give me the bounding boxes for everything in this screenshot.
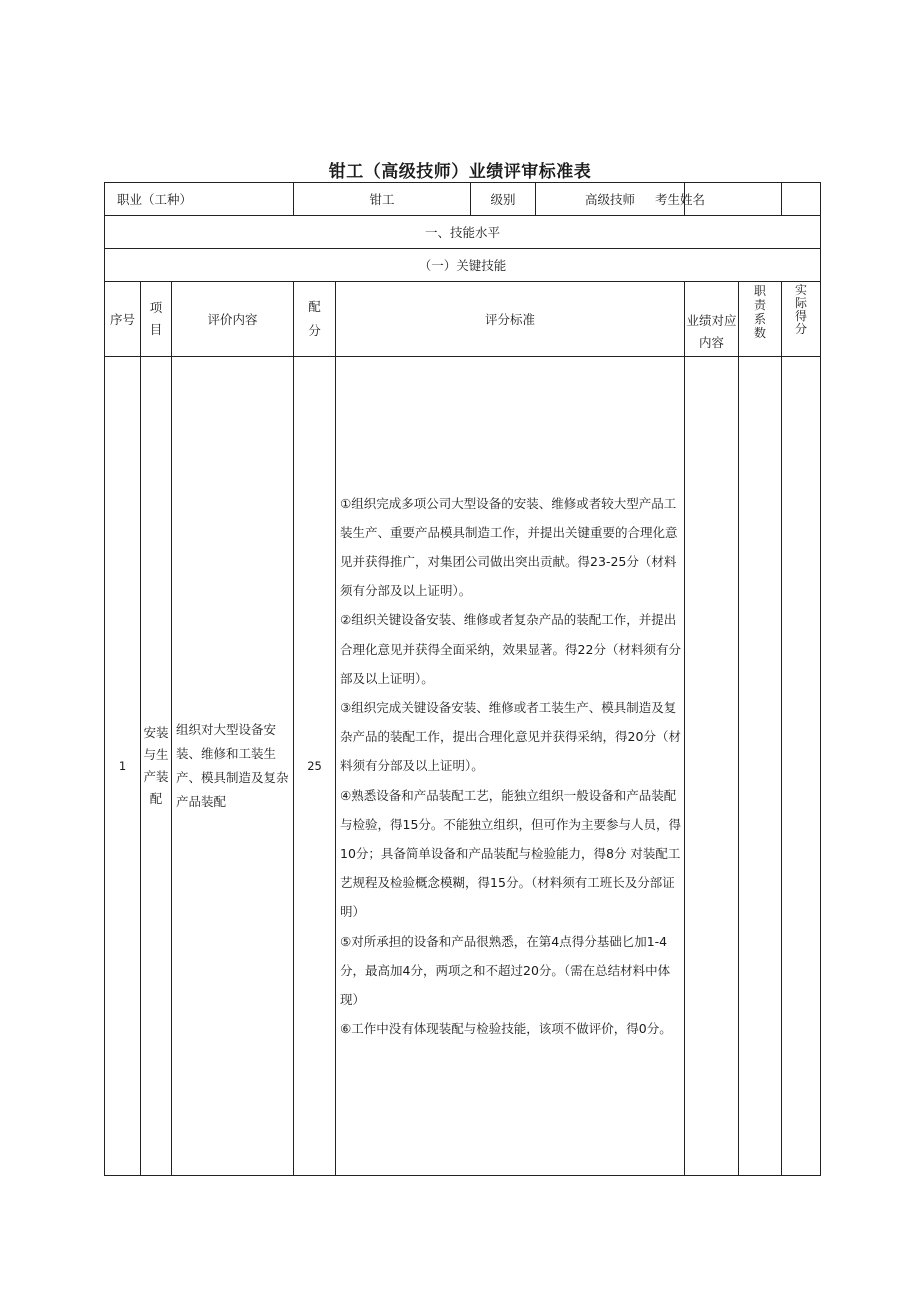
row-content: 组织对大型设备安装、维修和工装生产、模具制造及复杂产品装配 (172, 357, 294, 1176)
level-value: 高级技师 (535, 183, 684, 215)
header-achievement: 业绩对应内容 (685, 282, 739, 357)
header-content: 评价内容 (172, 282, 294, 357)
row-actual[interactable] (782, 357, 821, 1176)
criteria-item: ④熟悉设备和产品装配工艺，能独立组织一般设备和产品装配与检验，得15分。不能独立组织，但可作为主要参与人员，得10分；具备简单设备和产品装配与检验能力，得8分 对装配工艺规程及检验概念模糊，得15分。（材料须有工班长及分部证明） (340, 787, 681, 920)
row-item: 安装与生产装配 (141, 357, 172, 1176)
subsection-heading: （一）关键技能 (105, 249, 821, 282)
row-duty[interactable] (739, 357, 782, 1176)
header-criteria: 评分标准 (336, 282, 685, 357)
page-title: 钳工（高级技师）业绩评审标准表 (328, 162, 592, 182)
occupation-value-cell (294, 183, 685, 216)
criteria-item: ②组织关键设备安装、维修或者复杂产品的装配工作，并提出合理化意见并获得全面采纳，效果显著。得22分（材料须有分部及以上证明）。 (340, 612, 681, 686)
row-achievement[interactable] (685, 357, 739, 1176)
criteria-item: ⑤对所承担的设备和产品很熟悉，在第4点得分基础匕加1-4分，最高加4分，两项之和不超过20分。（需在总结材料中体现） (340, 933, 671, 1008)
header-duty: 职责系数 (739, 282, 782, 357)
candidate-name-value[interactable] (782, 183, 821, 216)
header-actual: 实际得分 (782, 282, 821, 357)
occupation-value: 钳工 (369, 192, 395, 207)
section-heading: 一、技能水平 (105, 216, 821, 249)
candidate-label: 考生姓名 (655, 183, 752, 216)
evaluation-table (104, 182, 821, 1176)
row-seq: 1 (105, 357, 141, 1176)
criteria-item: ③组织完成关键设备安装、维修或者工装生产、模具制造及复杂产品的装配工作，提出合理化意见并获得采纳，得20分（材料须有分部及以上证明）。 (340, 699, 681, 774)
header-score: 配分 (294, 282, 336, 357)
table-row (105, 357, 821, 1176)
row-score: 25 (294, 357, 336, 1176)
header-item: 项目 (141, 282, 172, 357)
criteria-item: ⑥工作中没有体现装配与检验技能，该项不做评价，得0分。 (340, 1021, 672, 1037)
header-seq: 序号 (105, 282, 141, 357)
info-row (105, 183, 821, 216)
header-row (105, 282, 821, 357)
row-criteria (336, 357, 685, 1176)
level-label: 级别 (470, 183, 535, 215)
occupation-label: 职业（工种） (105, 183, 294, 216)
criteria-item: ①组织完成多项公司大型设备的安装、维修或者较大型产品工装生产、重要产品模具制造工作，并提出关键重要的合理化意见并获得推广，对集团公司做出突出贡献。得23-25分（材料须有分部及以上证明）。 (340, 495, 678, 599)
